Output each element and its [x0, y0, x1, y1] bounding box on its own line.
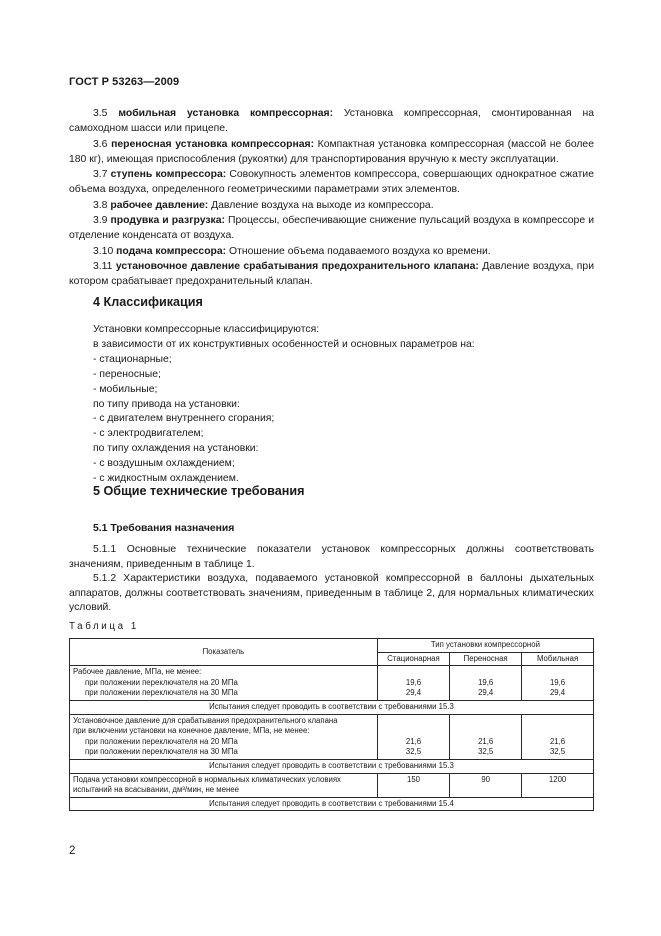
list-item: - с двигателем внутреннего сгорания; — [93, 413, 275, 425]
row-sublabel: при положении переключателя на 20 МПа — [85, 736, 238, 746]
table-cell: 150 — [377, 773, 449, 797]
row-label-working-pressure — [70, 666, 378, 701]
row-label-text: при включении установки на конечное давление, МПа, не менее: — [73, 726, 310, 736]
list-item: - с электродвигателем; — [93, 428, 204, 440]
row-label-text: испытаний на всасывании, дм³/мин, не менее — [73, 785, 239, 795]
definition-3-9: 3.9 продувка и разгрузка: Процессы, обеспечивающие снижение пульсаций воздуха в компрессоре и отделение конденсата от воздуха. — [69, 215, 594, 242]
list-item: - с жидкостным охлаждением. — [93, 473, 239, 485]
section-4-heading: 4 Классификация — [93, 295, 203, 309]
document-header: ГОСТ Р 53263—2009 — [69, 76, 180, 88]
table-header-row — [70, 639, 594, 653]
row-label-relief-valve-pressure — [70, 714, 378, 759]
paragraph-5-1-1: 5.1.1 Основные технические показатели установок компрессорных должны соответствовать значениям, приведенным в таблице 1. — [69, 544, 594, 570]
subsection-5-1-heading: 5.1 Требования назначения — [93, 523, 235, 534]
list-item: - стационарные; — [93, 353, 172, 365]
classification-list — [93, 323, 593, 487]
cell-value: 32,5 — [478, 747, 494, 757]
table-note-row — [70, 797, 594, 811]
list-item: - с воздушным охлаждением; — [93, 458, 235, 470]
table-cell — [522, 714, 594, 759]
cell-value: 19,6 — [478, 677, 494, 687]
table-row — [70, 773, 594, 797]
table-cell — [377, 714, 449, 759]
table-cell — [450, 714, 522, 759]
table-cell — [450, 666, 522, 701]
paragraph-5-1-2: 5.1.2 Характеристики воздуха, подаваемого установкой компрессорной в баллоны дыхательных аппаратов, должны соответствовать значениям, приведенным в таблице 2, для нормальных климатических условий. — [69, 573, 594, 614]
table-cell: 90 — [450, 773, 522, 797]
list-item: Установки компрессорные классифицируются: — [93, 324, 320, 335]
cell-value: 29,4 — [405, 688, 422, 698]
table-caption: Таблица 1 — [69, 621, 139, 632]
test-note: Испытания следует проводить в соответствии с требованиями 15.4 — [70, 797, 594, 811]
list-item: - мобильные; — [93, 383, 158, 395]
list-item: по типу привода на установки: — [93, 398, 240, 410]
definition-3-8: 3.8 рабочее давление: Давление воздуха на выходе из компрессора. — [93, 199, 434, 211]
table-row — [70, 666, 594, 701]
test-note: Испытания следует проводить в соответствии с требованиями 15.3 — [70, 759, 594, 773]
definition-3-5: 3.5 мобильная установка компрессорная: Установка компрессорная, смонтированная на самоходном шасси или прицепе. — [69, 108, 594, 135]
cell-value: 32,5 — [405, 747, 422, 757]
table-cell — [522, 666, 594, 701]
definition-3-7: 3.7 ступень компрессора: Совокупность элементов компрессора, совершающих однократное сжатие объема воздуха, определенного геометрическими параметрами этих элементов. — [69, 169, 594, 196]
row-label-air-delivery — [70, 773, 378, 797]
cell-value: 29,4 — [478, 688, 494, 698]
list-item: в зависимости от их конструктивных особенностей и основных параметров на: — [93, 338, 475, 350]
table-cell: 1200 — [522, 773, 594, 797]
cell-value: 19,6 — [549, 677, 566, 687]
requirements-block — [69, 543, 594, 616]
table-row — [70, 714, 594, 759]
definition-3-10: 3.10 подача компрессора: Отношение объема подаваемого воздуха ко времени. — [93, 245, 491, 257]
cell-value: 21,6 — [478, 736, 494, 746]
table-cell — [377, 666, 449, 701]
cell-value: 29,4 — [549, 688, 566, 698]
cell-value: 21,6 — [405, 736, 422, 746]
column-header-portable: Переносная — [450, 652, 522, 666]
row-sublabel: при положении переключателя на 30 МПа — [85, 688, 238, 698]
row-label-text: Установочное давление для срабатывания предохранительного клапана — [73, 715, 338, 725]
row-sublabel: при положении переключателя на 30 МПа — [85, 747, 238, 757]
row-label-text: Рабочее давление, МПа, не менее: — [73, 667, 202, 677]
table-note-row — [70, 759, 594, 773]
cell-value: 21,6 — [549, 736, 566, 746]
column-header-mobile: Мобильная — [522, 652, 594, 666]
list-item: по типу охлаждения на установки: — [93, 443, 259, 455]
table-note-row — [70, 700, 594, 714]
list-item: - переносные; — [93, 368, 161, 380]
row-label-text: Подача установки компрессорной в нормальных климатических условиях — [73, 774, 341, 784]
section-5-heading: 5 Общие технические требования — [93, 484, 305, 498]
cell-value: 32,5 — [549, 747, 566, 757]
definition-3-11: 3.11 установочное давление срабатывания предохранительного клапана: Давление воздуха, при котором срабатывает предохранительный клапан. — [69, 260, 595, 288]
column-header-indicator: Показатель — [70, 639, 378, 666]
column-header-stationary: Стационарная — [377, 652, 449, 666]
table-1 — [69, 638, 594, 811]
column-group-header: Тип установки компрессорной — [377, 639, 593, 653]
row-sublabel: при положении переключателя на 20 МПа — [85, 677, 238, 687]
definition-3-6: 3.6 переносная установка компрессорная: Компактная установка компрессорная (массой не более 180 кг), имеющая приспособления (рукоятки) для транспортирования вручную к месту эксплуатации. — [69, 138, 594, 165]
page-number: 2 — [69, 845, 76, 857]
definitions-block — [69, 106, 594, 290]
cell-value: 19,6 — [405, 677, 422, 687]
test-note: Испытания следует проводить в соответствии с требованиями 15.3 — [70, 700, 594, 714]
